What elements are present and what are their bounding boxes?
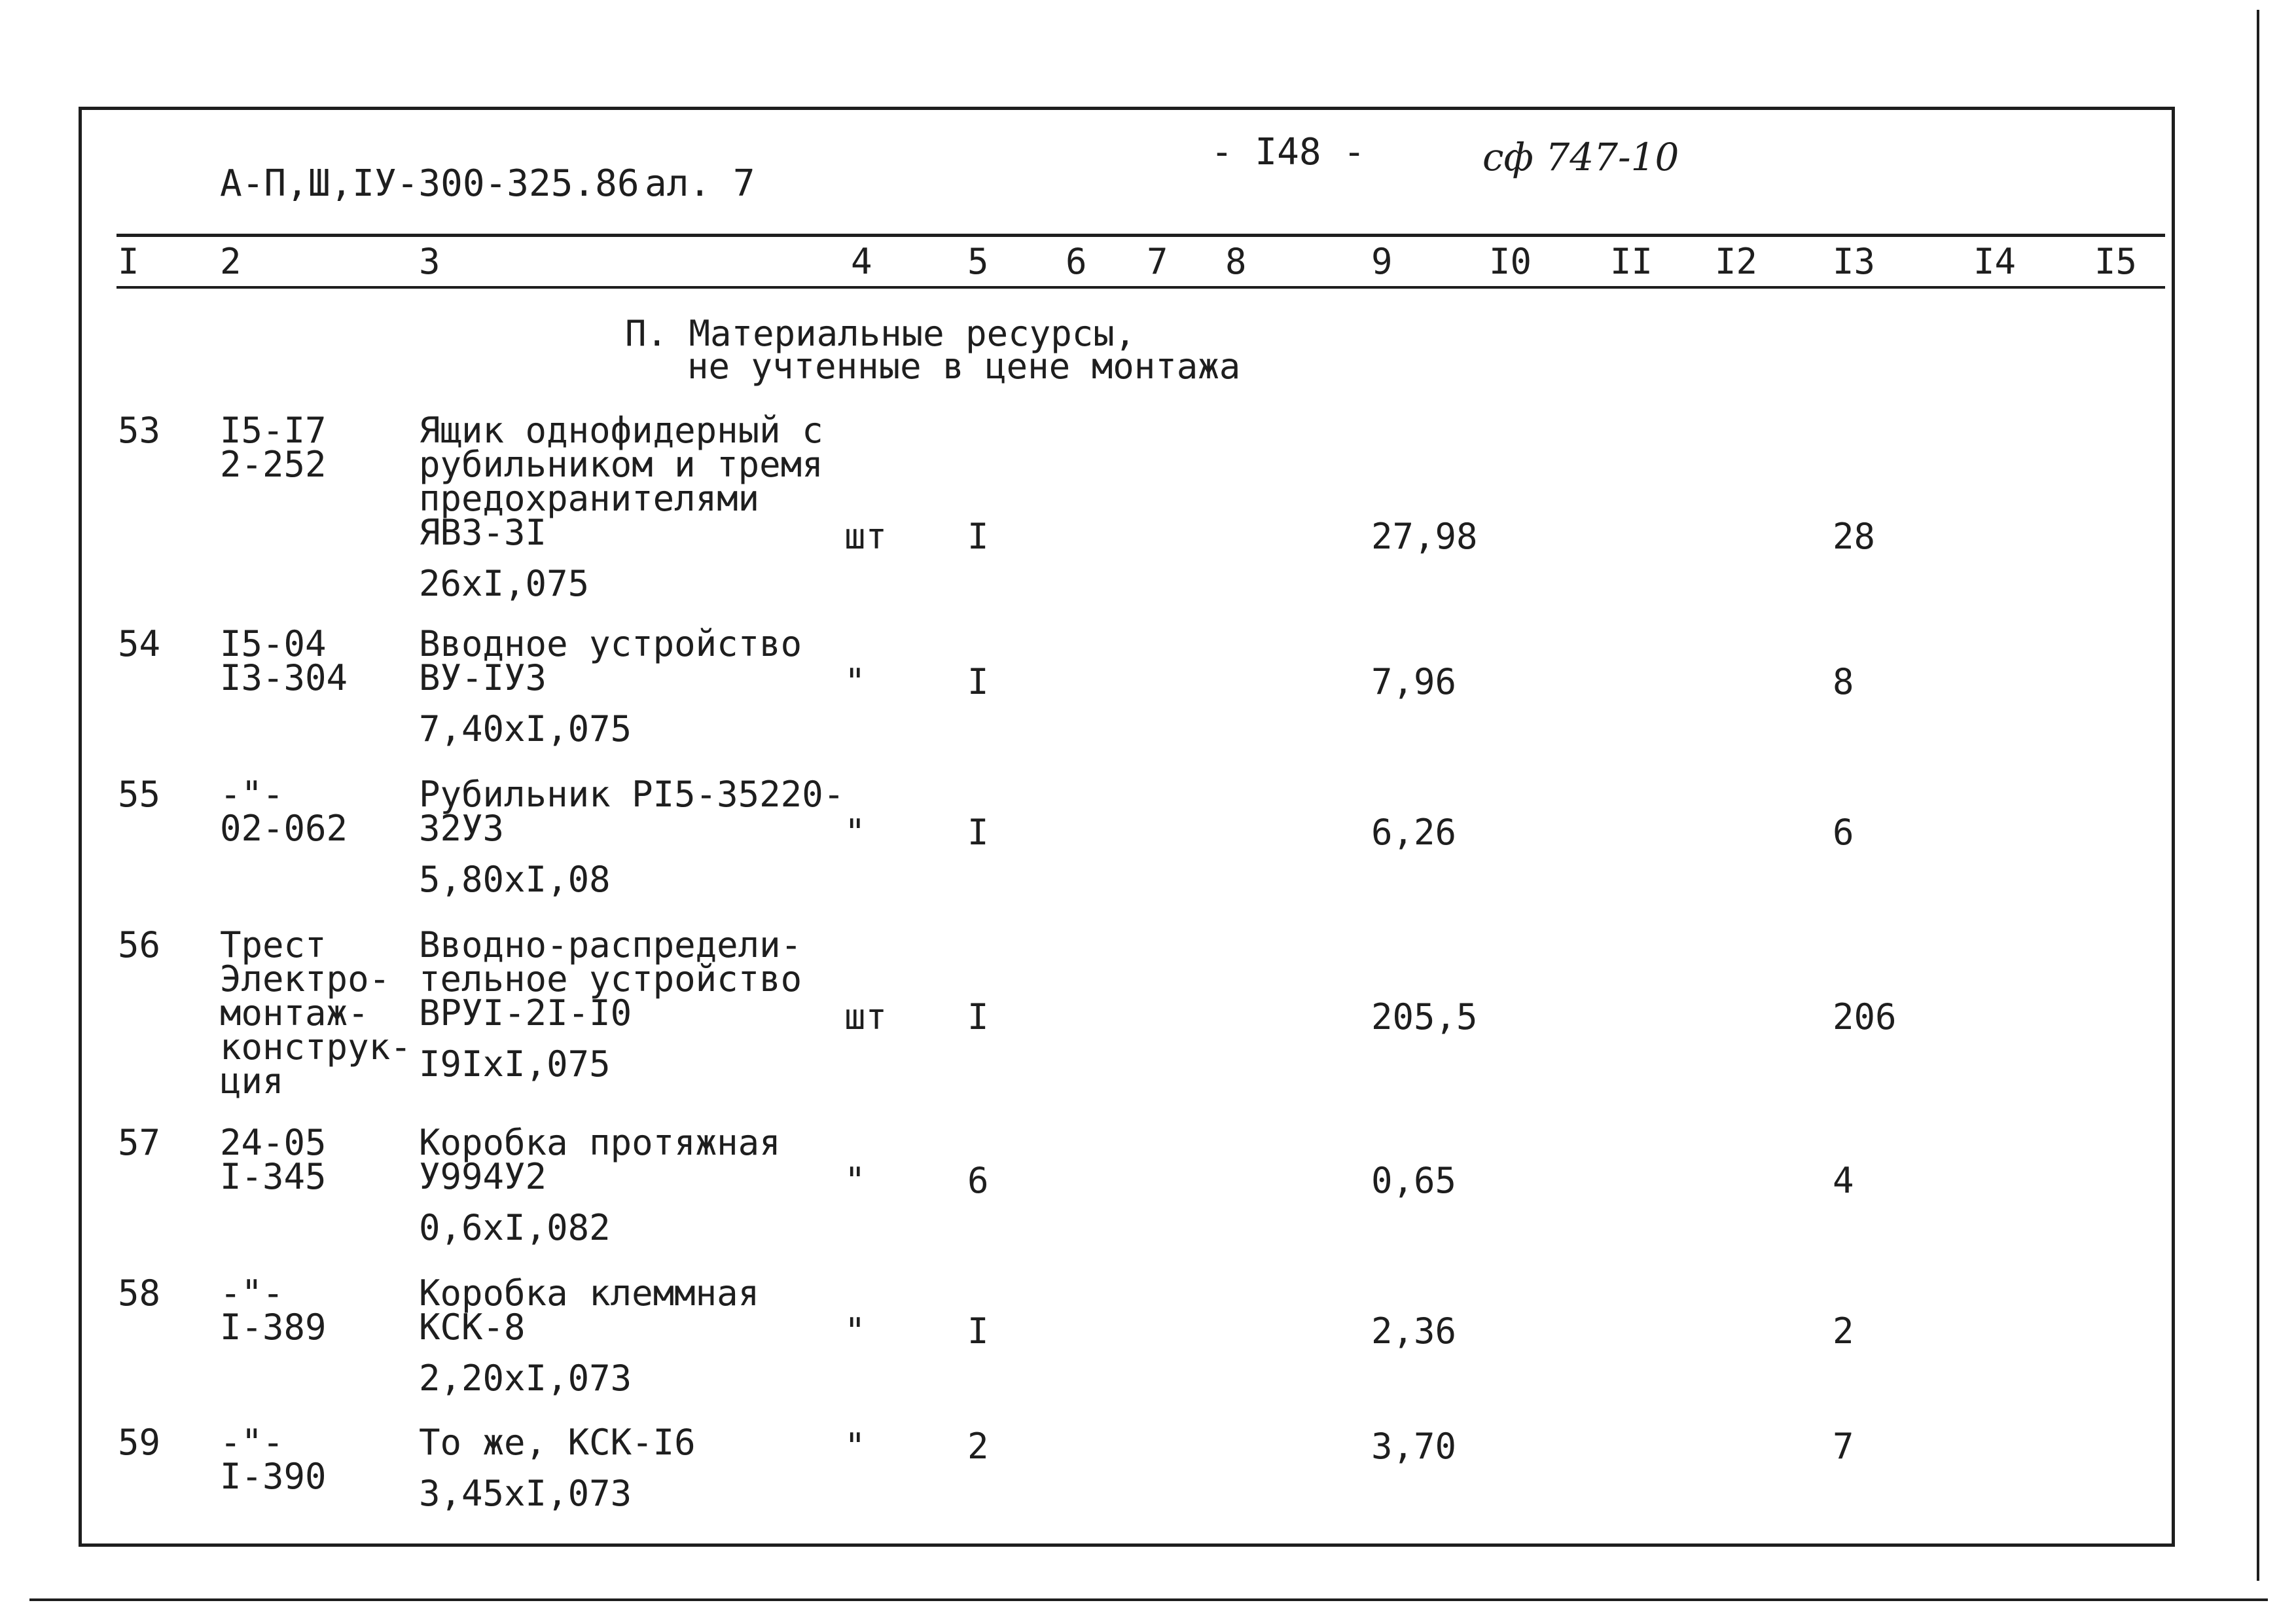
- column-number: 8: [1225, 241, 1247, 282]
- column-number: 5: [967, 241, 989, 282]
- reference-line: -"-: [220, 774, 284, 815]
- reference-code: [220, 924, 412, 1102]
- unit-price: 7,96: [1371, 661, 1457, 702]
- item-name-line: 32У3: [419, 808, 505, 849]
- calculation: 0,6хI,082: [419, 1207, 611, 1248]
- calculation: 7,40хI,075: [419, 708, 632, 749]
- section-title: [625, 313, 1241, 387]
- handwritten-stamp: сф 747-10: [1482, 135, 1679, 179]
- item-name: [419, 1272, 760, 1348]
- total: 7: [1833, 1426, 1854, 1467]
- item-name-line: Вводное устройство: [419, 623, 802, 664]
- total: 6: [1833, 812, 1854, 853]
- column-number: I3: [1833, 241, 1876, 282]
- item-name: [419, 1122, 781, 1197]
- unit-price: 27,98: [1371, 516, 1478, 557]
- column-number: 2: [220, 241, 242, 282]
- unit: ": [844, 1310, 866, 1352]
- reference-line: 24-05: [220, 1122, 327, 1163]
- column-number: 6: [1066, 241, 1087, 282]
- reference-line: I-389: [220, 1307, 327, 1348]
- quantity: I: [967, 996, 989, 1038]
- calculation: 2,20хI,073: [419, 1358, 632, 1399]
- item-name-line: ВУ-IУ3: [419, 657, 547, 698]
- unit-price: 6,26: [1371, 812, 1457, 853]
- quantity: I: [967, 1310, 989, 1352]
- reference-line: -"-: [220, 1422, 284, 1463]
- item-name-line: рубильником и тремя: [419, 444, 823, 485]
- item-name-line: Коробка клеммная: [419, 1272, 760, 1314]
- reference-line: Трест: [220, 924, 327, 965]
- column-number: I0: [1489, 241, 1532, 282]
- column-number: 7: [1147, 241, 1168, 282]
- unit: шт: [844, 996, 888, 1038]
- right-margin-line: [2257, 10, 2259, 1581]
- reference-code: [220, 1122, 327, 1197]
- header-rule-bottom: [117, 286, 2165, 289]
- quantity: I: [967, 516, 989, 557]
- column-number: I5: [2094, 241, 2138, 282]
- quantity: I: [967, 812, 989, 853]
- unit: ": [844, 661, 866, 702]
- unit: ": [844, 1426, 866, 1467]
- item-name-line: Рубильник РI5-35220-: [419, 774, 845, 815]
- reference-line: Электро-: [220, 958, 391, 1000]
- item-name-line: ЯВЗ-3I: [419, 512, 547, 553]
- row-number: 53: [118, 410, 161, 451]
- item-name: [419, 410, 823, 553]
- column-number: I2: [1715, 241, 1758, 282]
- column-number: 9: [1371, 241, 1393, 282]
- reference-line: монтаж-: [220, 992, 369, 1034]
- reference-line: -"-: [220, 1272, 284, 1314]
- item-name-line: ВРУI-2I-I0: [419, 992, 632, 1034]
- item-name-line: У994У2: [419, 1156, 547, 1197]
- unit-price: 205,5: [1371, 996, 1478, 1038]
- column-number: I4: [1973, 241, 2017, 282]
- column-number: 4: [851, 241, 872, 282]
- total: 4: [1833, 1160, 1854, 1201]
- row-number: 56: [118, 924, 161, 965]
- unit-price: 2,36: [1371, 1310, 1457, 1352]
- quantity: 6: [967, 1160, 989, 1201]
- item-name: [419, 1422, 696, 1463]
- reference-line: ция: [220, 1060, 284, 1102]
- column-number: II: [1610, 241, 1653, 282]
- item-name-line: предохранителями: [419, 478, 760, 519]
- unit-price: 3,70: [1371, 1426, 1457, 1467]
- reference-line: 2-252: [220, 444, 327, 485]
- reference-line: I5-04: [220, 623, 327, 664]
- row-number: 57: [118, 1122, 161, 1163]
- item-name: [419, 623, 802, 698]
- item-name-line: То же, КСК-I6: [419, 1422, 696, 1463]
- bottom-margin-line: [29, 1598, 2268, 1601]
- row-number: 54: [118, 623, 161, 664]
- reference-code: [220, 410, 327, 485]
- row-number: 58: [118, 1272, 161, 1314]
- reference-line: конструк-: [220, 1026, 412, 1068]
- calculation: 3,45хI,073: [419, 1473, 632, 1514]
- reference-code: [220, 1422, 327, 1497]
- reference-line: I-390: [220, 1456, 327, 1497]
- item-name-line: КСК-8: [419, 1307, 526, 1348]
- reference-line: I-345: [220, 1156, 327, 1197]
- item-name: [419, 774, 845, 849]
- item-name-line: Вводно-распредели-: [419, 924, 802, 965]
- section-title-line-2: не учтенные в цене монтажа: [687, 346, 1241, 387]
- reference-line: 02-062: [220, 808, 348, 849]
- quantity: 2: [967, 1426, 989, 1467]
- row-number: 59: [118, 1422, 161, 1463]
- calculation: 5,80хI,08: [419, 859, 611, 900]
- section-title-line-1: П. Материальные ресурсы,: [625, 313, 1136, 354]
- reference-code: [220, 623, 348, 698]
- item-name-line: Коробка протяжная: [419, 1122, 781, 1163]
- total: 8: [1833, 661, 1854, 702]
- calculation: I9IхI,075: [419, 1043, 611, 1085]
- total: 206: [1833, 996, 1897, 1038]
- reference-line: I5-I7: [220, 410, 327, 451]
- item-name-line: тельное устройство: [419, 958, 802, 1000]
- album-number: ал. 7: [645, 162, 755, 205]
- page-number: - I48 -: [1211, 131, 1366, 173]
- unit: шт: [844, 516, 888, 557]
- total: 2: [1833, 1310, 1854, 1352]
- unit: ": [844, 812, 866, 853]
- calculation: 26хI,075: [419, 563, 590, 604]
- item-name-line: Ящик однофидерный с: [419, 410, 823, 451]
- unit-price: 0,65: [1371, 1160, 1457, 1201]
- total: 28: [1833, 516, 1876, 557]
- unit: ": [844, 1160, 866, 1201]
- item-name: [419, 924, 802, 1034]
- reference-line: I3-304: [220, 657, 348, 698]
- reference-code: [220, 1272, 327, 1348]
- column-number: 3: [419, 241, 440, 282]
- reference-code: [220, 774, 348, 849]
- column-number: I: [118, 241, 139, 282]
- header-rule-top: [117, 234, 2165, 237]
- quantity: I: [967, 661, 989, 702]
- row-number: 55: [118, 774, 161, 815]
- document-code: А-П,Ш,IУ-300-325.86: [220, 162, 639, 205]
